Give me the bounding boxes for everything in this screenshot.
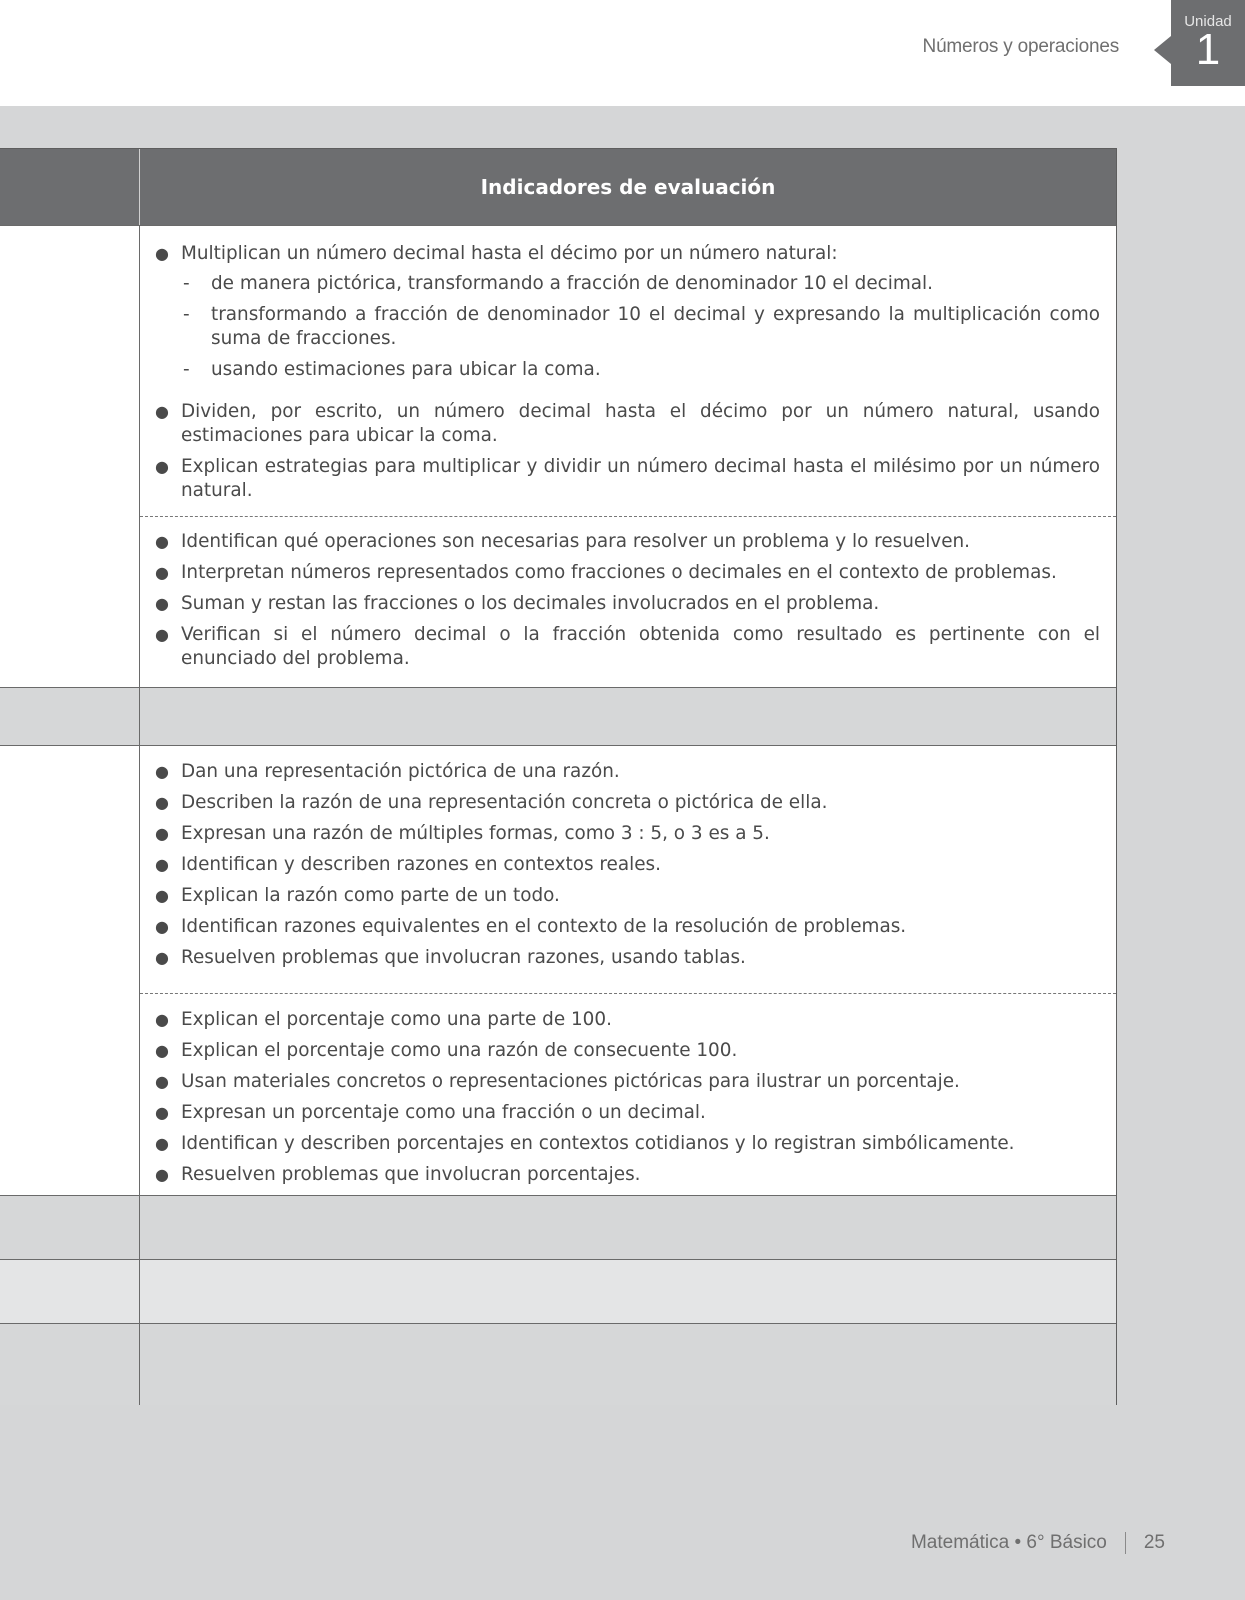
- column-title: Indicadores de evaluación: [480, 175, 776, 199]
- dashed-divider: [140, 993, 1116, 994]
- list-item-text: Identifican y describen porcentajes en contextos cotidianos y lo registran simbólicamente.: [181, 1133, 1015, 1154]
- bullet-icon: ●: [155, 244, 169, 263]
- sub-list-item: [181, 358, 1100, 382]
- list-item: [150, 1101, 1100, 1125]
- unit-number: 1: [1195, 25, 1221, 74]
- bullet-icon: ●: [155, 762, 169, 781]
- sub-item-text: usando estimaciones para ubicar la coma.: [211, 359, 601, 380]
- bullet-icon: ●: [155, 402, 169, 421]
- unit-tab-arrow-icon: [1154, 36, 1171, 64]
- table-header-row: [0, 149, 1116, 225]
- indicator-list: [150, 1008, 1100, 1194]
- left-cell: [0, 746, 140, 1196]
- list-item-text: Resuelven problemas que involucran razones, usando tablas.: [181, 947, 746, 968]
- list-item-text: Expresan una razón de múltiples formas, como 3 : 5, o 3 es a 5.: [181, 823, 770, 844]
- right-cell: [140, 1324, 1116, 1405]
- bullet-icon: ●: [155, 824, 169, 843]
- list-item-text: Explican la razón como parte de un todo.: [181, 885, 560, 906]
- dashed-divider: [140, 516, 1116, 517]
- left-cell: [0, 1324, 140, 1405]
- list-item: [150, 946, 1100, 970]
- right-cell: [140, 1196, 1116, 1260]
- bullet-icon: ●: [155, 563, 169, 582]
- right-cell: [140, 1260, 1116, 1324]
- list-item-text: Identifican qué operaciones son necesarias para resolver un problema y lo resuelven.: [181, 531, 971, 552]
- left-cell: [0, 1260, 140, 1324]
- list-item: [150, 561, 1100, 585]
- header-left-cell: [0, 149, 140, 225]
- list-item: [150, 760, 1100, 784]
- bullet-icon: ●: [155, 855, 169, 874]
- list-item: [150, 822, 1100, 846]
- list-item-text: Verifican si el número decimal o la fracción obtenida como resultado es pertinente con el enunciado del problema.: [181, 624, 1100, 669]
- list-item: [150, 1039, 1100, 1063]
- list-item: [150, 455, 1100, 503]
- list-item: [150, 242, 1100, 382]
- list-item-text: Describen la razón de una representación concreta o pictórica de ella.: [181, 792, 828, 813]
- bullet-icon: ●: [155, 532, 169, 551]
- unit-label: Unidad: [1184, 13, 1232, 30]
- indicator-list: [150, 760, 1100, 977]
- bullet-icon: ●: [155, 1134, 169, 1153]
- bullet-icon: ●: [155, 948, 169, 967]
- bullet-icon: ●: [155, 793, 169, 812]
- list-item: [150, 1132, 1100, 1156]
- list-item: [150, 400, 1100, 448]
- list-item-text: Explican el porcentaje como una razón de consecuente 100.: [181, 1040, 738, 1061]
- table-row: [0, 225, 1116, 688]
- indicators-cell: [140, 746, 1116, 1196]
- list-item-text: Dividen, por escrito, un número decimal hasta el décimo por un número natural, usando estimaciones para ubicar la coma.: [181, 401, 1100, 446]
- list-item: [150, 623, 1100, 671]
- list-item: [150, 884, 1100, 908]
- table-row-empty: [0, 1195, 1116, 1260]
- dash-icon: -: [183, 304, 190, 325]
- bullet-icon: ●: [155, 594, 169, 613]
- list-item-text: Identifican y describen razones en contextos reales.: [181, 854, 661, 875]
- sub-item-text: de manera pictórica, transformando a fracción de denominador 10 el decimal.: [211, 273, 934, 294]
- table-row: [0, 745, 1116, 1196]
- dash-icon: -: [183, 273, 190, 294]
- dash-icon: -: [183, 359, 190, 380]
- page-number: 25: [1143, 1532, 1165, 1554]
- header-right-cell: [140, 149, 1116, 225]
- list-item: [150, 1008, 1100, 1032]
- sub-list-item: [181, 272, 1100, 296]
- left-cell: [0, 688, 140, 746]
- bullet-icon: ●: [155, 917, 169, 936]
- left-cell: [0, 226, 140, 688]
- sub-list-item: [181, 303, 1100, 351]
- indicator-list: [150, 530, 1100, 678]
- left-cell: [0, 1196, 140, 1260]
- list-item: [150, 915, 1100, 939]
- list-item-text: Usan materiales concretos o representaciones pictóricas para ilustrar un porcentaje.: [181, 1071, 960, 1092]
- page-footer: [911, 1532, 1165, 1554]
- sub-list: [181, 272, 1100, 382]
- bullet-icon: ●: [155, 1041, 169, 1060]
- list-item: [150, 853, 1100, 877]
- list-item: [150, 791, 1100, 815]
- section-title: Números y operaciones: [922, 36, 1119, 57]
- table-row-empty: [0, 1259, 1116, 1324]
- bullet-icon: ●: [155, 1103, 169, 1122]
- list-item: [150, 1070, 1100, 1094]
- list-item: [150, 592, 1100, 616]
- evaluation-table: [0, 148, 1117, 1405]
- sub-item-text: transformando a fracción de denominador 10 el decimal y expresando la multiplicación como suma de fracciones.: [211, 304, 1100, 349]
- list-item-text: Identifican razones equivalentes en el contexto de la resolución de problemas.: [181, 916, 907, 937]
- right-cell: [140, 688, 1116, 746]
- bullet-icon: ●: [155, 625, 169, 644]
- unit-tab: [1171, 0, 1245, 86]
- list-item-text: Expresan un porcentaje como una fracción o un decimal.: [181, 1102, 706, 1123]
- bullet-icon: ●: [155, 1165, 169, 1184]
- bullet-icon: ●: [155, 1010, 169, 1029]
- bullet-icon: ●: [155, 1072, 169, 1091]
- list-item: [150, 1163, 1100, 1187]
- list-item-text: Suman y restan las fracciones o los decimales involucrados en el problema.: [181, 593, 880, 614]
- list-item-text: Dan una representación pictórica de una razón.: [181, 761, 620, 782]
- table-row-empty: [0, 687, 1116, 746]
- list-item-text: Explican el porcentaje como una parte de 100.: [181, 1009, 612, 1030]
- bullet-icon: ●: [155, 886, 169, 905]
- list-item: [150, 530, 1100, 554]
- book-title: Matemática • 6° Básico: [910, 1532, 1107, 1554]
- list-item-text: Resuelven problemas que involucran porcentajes.: [181, 1164, 641, 1185]
- bullet-icon: ●: [155, 457, 169, 476]
- list-item-text: Explican estrategias para multiplicar y dividir un número decimal hasta el milésimo por un número natural.: [181, 456, 1100, 501]
- table-row-empty: [0, 1323, 1116, 1405]
- list-item-text: Interpretan números representados como fracciones o decimales en el contexto de problemas.: [181, 562, 1057, 583]
- list-item-text: Multiplican un número decimal hasta el décimo por un número natural:: [181, 243, 838, 264]
- indicator-list: [150, 242, 1100, 510]
- footer-separator: [1125, 1532, 1126, 1554]
- indicators-cell: [140, 226, 1116, 688]
